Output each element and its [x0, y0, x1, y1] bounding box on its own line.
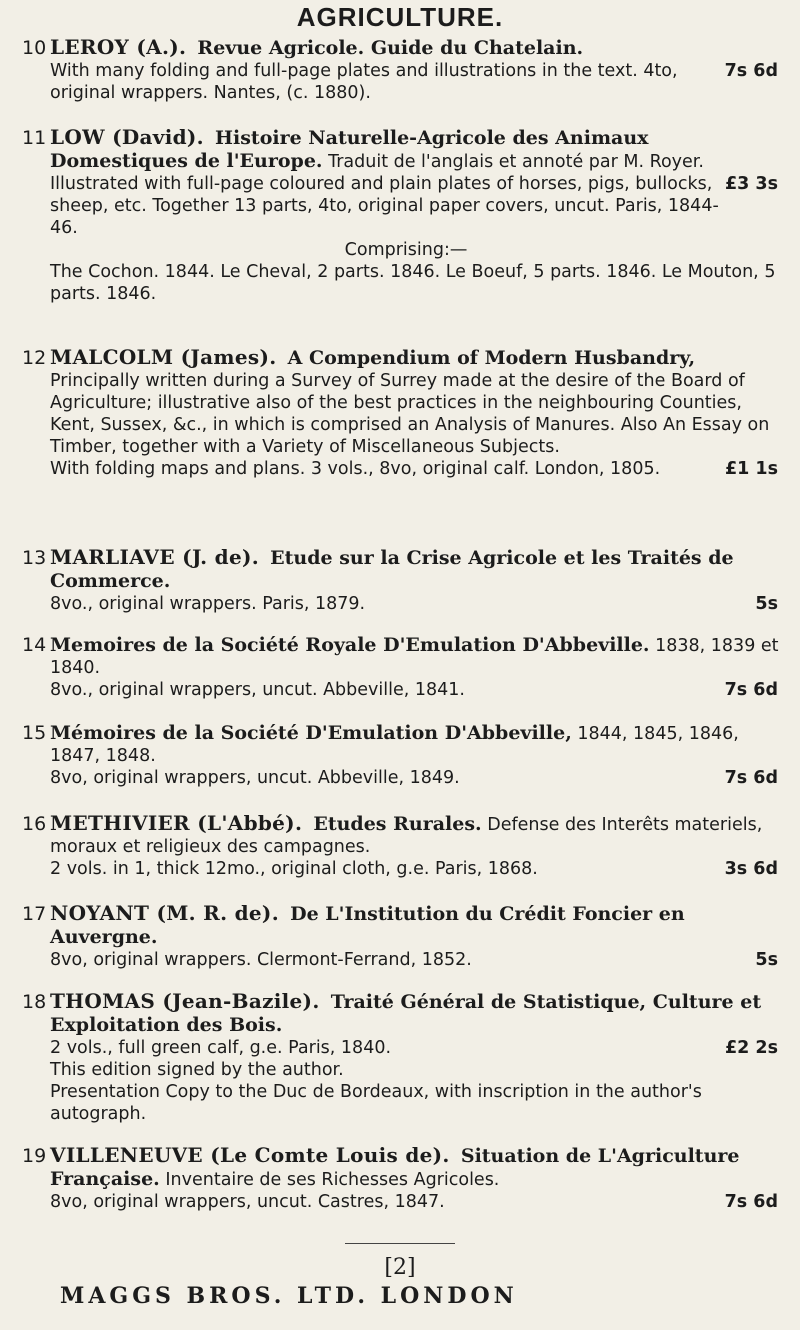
- section-heading: AGRICULTURE.: [296, 2, 504, 32]
- entry-price: 7s 6d: [724, 680, 778, 700]
- entry-title: Etude sur la Crise Agricole et les Traités de Commerce.: [50, 547, 734, 592]
- entry-number: 16: [22, 813, 47, 835]
- entry-heading: [22, 990, 790, 1037]
- entry-title-suffix: Inventaire de ses Richesses Agricoles.: [159, 1170, 500, 1190]
- entry-heading: [22, 812, 790, 858]
- entry-price: £2 2s: [724, 1038, 778, 1058]
- entry-description: [22, 767, 790, 789]
- entry-title-suffix: 1838, 1839 et 1840.: [50, 636, 779, 678]
- page-number: [2]: [384, 1255, 416, 1280]
- entry-author: METHIVIER (L'Abbé).: [50, 811, 303, 835]
- entry-price: 5s: [755, 594, 778, 614]
- entry-title: De L'Institution du Crédit Foncier en Auvergne.: [50, 903, 685, 948]
- entry-heading: [22, 36, 790, 60]
- entry-author: NOYANT (M. R. de).: [50, 901, 279, 925]
- entry-title: Traité Général de Statistique, Culture et Exploitation des Bois.: [50, 991, 762, 1036]
- entry-price: 7s 6d: [724, 61, 778, 81]
- catalogue-entry: [22, 126, 790, 305]
- entry-number: 19: [22, 1145, 47, 1167]
- entry-title: Mémoires de la Société D'Emulation D'Abbeville,: [50, 722, 572, 744]
- catalogue-entry: [22, 722, 790, 789]
- catalogue-entry: [22, 990, 790, 1125]
- entry-number: 14: [22, 634, 47, 656]
- entry-number: 13: [22, 547, 47, 569]
- catalogue-entry: [22, 902, 790, 971]
- entry-author: VILLENEUVE (Le Comte Louis de).: [50, 1143, 450, 1167]
- entry-author: LEROY (A.).: [50, 35, 187, 59]
- entry-author: THOMAS (Jean-Bazile).: [50, 989, 320, 1013]
- entry-desc: 8vo, original wrappers, uncut. Castres, 1847.: [50, 1192, 445, 1212]
- entry-title: A Compendium of Modern Husbandry,: [287, 347, 696, 369]
- entry-desc: 8vo., original wrappers, uncut. Abbeville, 1841.: [50, 680, 465, 700]
- entry-title-suffix: 1844, 1845, 1846, 1847, 1848.: [50, 724, 739, 766]
- entry-title: Memoires de la Société Royale D'Emulation D'Abbeville.: [50, 634, 650, 656]
- entry-description: [22, 679, 790, 701]
- entry-description: [22, 60, 790, 104]
- entry-price: 7s 6d: [724, 1192, 778, 1212]
- entry-price: 5s: [755, 950, 778, 970]
- entry-title: Etudes Rurales.: [313, 813, 482, 835]
- entry-desc: With folding maps and plans. 3 vols., 8vo, original calf. London, 1805.: [50, 459, 661, 479]
- entry-desc: 2 vols. in 1, thick 12mo., original cloth, g.e. Paris, 1868.: [50, 859, 538, 879]
- entry-heading: [22, 546, 790, 593]
- entry-desc: Illustrated with full-page coloured and plain plates of horses, pigs, bullocks, sheep, etc. Together 13 parts, 4to, original paper covers, uncut. Paris, 1844-46.: [50, 174, 719, 238]
- entry-title-suffix: Principally written during a Survey of Surrey made at the desire of the Board of Agriculture; illustrative also of the best practices in the neighbouring Counties, Kent, Sussex, &c., in which is comprised an Analysis of Manures. Also An Essay on Timber, together with a Variety of Miscellaneous Subjects.: [50, 371, 770, 457]
- publisher-footer: MAGGS BROS. LTD. LONDON: [60, 1283, 518, 1309]
- entry-title: Histoire Naturelle-Agricole des Animaux Domestiques de l'Europe.: [50, 127, 649, 172]
- catalogue-entry: [22, 634, 790, 701]
- entry-number: 12: [22, 347, 47, 369]
- entry-heading: [22, 722, 790, 767]
- entry-heading: [22, 346, 790, 458]
- entry-number: 15: [22, 722, 47, 744]
- entry-author: MALCOLM (James).: [50, 345, 277, 369]
- entry-number: 17: [22, 903, 47, 925]
- entry-desc: 8vo, original wrappers. Clermont-Ferrand, 1852.: [50, 950, 472, 970]
- entry-description: [22, 949, 790, 971]
- entry-comprising: Comprising:—: [344, 240, 468, 260]
- catalogue-entry: [22, 546, 790, 615]
- entry-title: Situation de L'Agriculture Française.: [50, 1145, 740, 1190]
- entry-title-suffix: Defense des Interêts materiels, moraux et religieux des campagnes.: [50, 815, 763, 857]
- entry-author: LOW (David).: [50, 125, 204, 149]
- entry-heading: [22, 902, 790, 949]
- entry-title-suffix: Traduit de l'anglais et annoté par M. Royer.: [322, 152, 704, 172]
- entry-number: 11: [22, 127, 47, 149]
- entry-desc: With many folding and full-page plates and illustrations in the text. 4to, original wrappers. Nantes, (c. 1880).: [50, 61, 678, 103]
- entry-price: 7s 6d: [724, 768, 778, 788]
- entry-description: [22, 1037, 790, 1059]
- entry-desc: 8vo, original wrappers, uncut. Abbeville, 1849.: [50, 768, 460, 788]
- entry-desc: 8vo., original wrappers. Paris, 1879.: [50, 594, 366, 614]
- entry-author: MARLIAVE (J. de).: [50, 545, 260, 569]
- entry-description: [22, 458, 790, 480]
- entry-desc: 2 vols., full green calf, g.e. Paris, 1840.: [50, 1038, 392, 1058]
- catalogue-entry: [22, 1144, 790, 1213]
- entry-parts: The Cochon. 1844. Le Cheval, 2 parts. 1846. Le Boeuf, 5 parts. 1846. Le Mouton, 5 parts. 1846.: [50, 262, 776, 304]
- entry-description: [22, 173, 790, 239]
- entry-description: [22, 593, 790, 615]
- catalogue-entry: [22, 346, 790, 480]
- entry-description: [22, 858, 790, 880]
- entry-heading: [22, 126, 790, 173]
- catalogue-entry: [22, 36, 790, 104]
- entry-price: £1 1s: [724, 459, 778, 479]
- entry-title: Revue Agricole. Guide du Chatelain.: [197, 37, 584, 59]
- entry-number: 10: [22, 37, 47, 59]
- entry-price: 3s 6d: [724, 859, 778, 879]
- catalogue-entry: [22, 812, 790, 880]
- entry-heading: [22, 634, 790, 679]
- entry-description: [22, 1191, 790, 1213]
- entry-note-presentation: Presentation Copy to the Duc de Bordeaux, with inscription in the author's autograph.: [50, 1082, 702, 1124]
- divider: [345, 1243, 455, 1244]
- entry-number: 18: [22, 991, 47, 1013]
- entry-heading: [22, 1144, 790, 1191]
- entry-note: This edition signed by the author.: [50, 1060, 344, 1080]
- entry-price: £3 3s: [724, 174, 778, 194]
